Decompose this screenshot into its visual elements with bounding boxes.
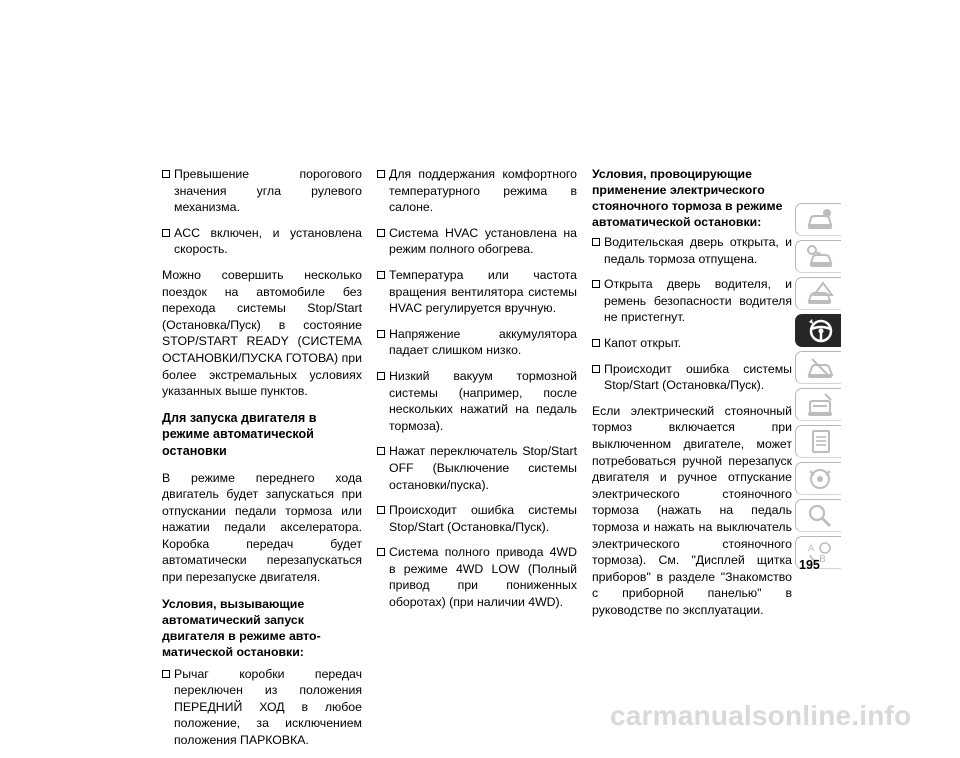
- paragraph: Если электрический стояночный тормоз включается при выключенном двигателе, может потребоваться ручной перезапуск двигателя и ручное отпускание электрического стояночного тормоза (нажать на педаль тормоза и нажать на выключатель электрического стояночного тормоза). См. "Дисплей щитка приборов" в разделе "Знакомство с приборной панелью" в руководстве по эксплуатации.: [592, 403, 792, 617]
- bullet-list: [377, 166, 577, 611]
- car-warning-icon: [805, 281, 835, 307]
- tab-multimedia[interactable]: [795, 462, 841, 495]
- car-info-icon: [805, 207, 835, 233]
- section-heading: Для запуска двигателя в режиме автоматической остановки: [162, 410, 317, 458]
- paragraph: В режиме переднего хода двигатель будет запускаться при отпускании педали тормоза или нажатии педали акселератора. Коробка передач будет автоматически перезапускаться при перезапуске двигателя.: [162, 470, 362, 585]
- chapter-tabs: [795, 203, 841, 573]
- watermark: carmanualsonline.info: [610, 700, 912, 731]
- tab-getting-to-know[interactable]: [795, 240, 841, 273]
- list-item: Низкий вакуум тормозной системы (например, после нескольких нажатий на педаль тормоза).: [377, 368, 577, 434]
- tab-index[interactable]: [795, 499, 841, 532]
- list-item: Капот открыт.: [592, 335, 792, 352]
- tab-starting-operating[interactable]: [795, 314, 841, 347]
- paragraph: Можно совершить несколько поездок на автомобиле без перехода системы Stop/Start (Остановка/Пуск) в состояние STOP/START READY (СИСТЕМА ОСТАНОВКИ/ПУСКА ГОТОВА) при более экстремальных условиях указанных выше пунктов.: [162, 267, 362, 399]
- text-column-2: [377, 166, 577, 620]
- tab-introduction[interactable]: [795, 203, 841, 236]
- list-item: Система полного привода 4WD в режиме 4WD LOW (Полный привод при пониженных оборотах) (при наличии 4WD).: [377, 544, 577, 610]
- svg-text:B: B: [819, 554, 826, 565]
- list-item: Напряжение аккумулятора падает слишком низко.: [377, 326, 577, 359]
- list-item: Превышение порогового значения угла рулевого механизма.: [162, 166, 362, 216]
- list-item: Система HVAC установлена на режим полного обогрева.: [377, 225, 577, 258]
- tab-specifications[interactable]: [795, 425, 841, 458]
- car-service-icon: [805, 392, 835, 418]
- list-item: Происходит ошибка системы Stop/Start (Остановка/Пуск).: [377, 502, 577, 535]
- text-column-1: [162, 166, 362, 758]
- bullet-list: [162, 666, 362, 749]
- text-column-3: [592, 166, 792, 628]
- list-item: ACC включен, и установлена скорость.: [162, 225, 362, 258]
- list-item: Водительская дверь открыта, и педаль тормоза отпущена.: [592, 234, 792, 267]
- tab-servicing[interactable]: [795, 388, 841, 421]
- list-item: Температура или частота вращения вентилятора системы HVAC регулируется вручную.: [377, 267, 577, 317]
- car-keys-icon: [805, 244, 835, 270]
- page-number: 195: [799, 558, 820, 572]
- tab-emergency[interactable]: [795, 351, 841, 384]
- list-item: Происходит ошибка системы Stop/Start (Остановка/Пуск).: [592, 361, 792, 394]
- steering-wheel-icon: [805, 318, 835, 344]
- svg-text:A: A: [808, 544, 815, 554]
- list-item: Для поддержания комфортного температурного режима в салоне.: [377, 166, 577, 216]
- subheading: Условия, вызывающие автоматический запуск двигателя в режиме автоматической остановки:: [162, 596, 321, 659]
- tab-safety[interactable]: [795, 277, 841, 310]
- bullet-list: [592, 234, 792, 394]
- list-item: Рычаг коробки передач переключен из положения ПЕРЕДНИЙ ХОД в любое положение, за исключением положения ПАРКОВКА.: [162, 666, 362, 749]
- list-item: Открыта дверь водителя, и ремень безопасности водителя не пристегнут.: [592, 276, 792, 326]
- checklist-icon: [805, 429, 835, 455]
- bullet-list: [162, 166, 362, 258]
- list-item: Нажат переключатель Stop/Start OFF (Выключение системы остановки/пуска).: [377, 443, 577, 493]
- car-safety-icon: [805, 355, 835, 381]
- specifications-icon: [805, 466, 835, 492]
- subheading: Условия, провоцирующие применение электрического стояночного тормоза в режиме автоматической остановки:: [592, 167, 783, 229]
- magnifier-icon: [805, 503, 835, 529]
